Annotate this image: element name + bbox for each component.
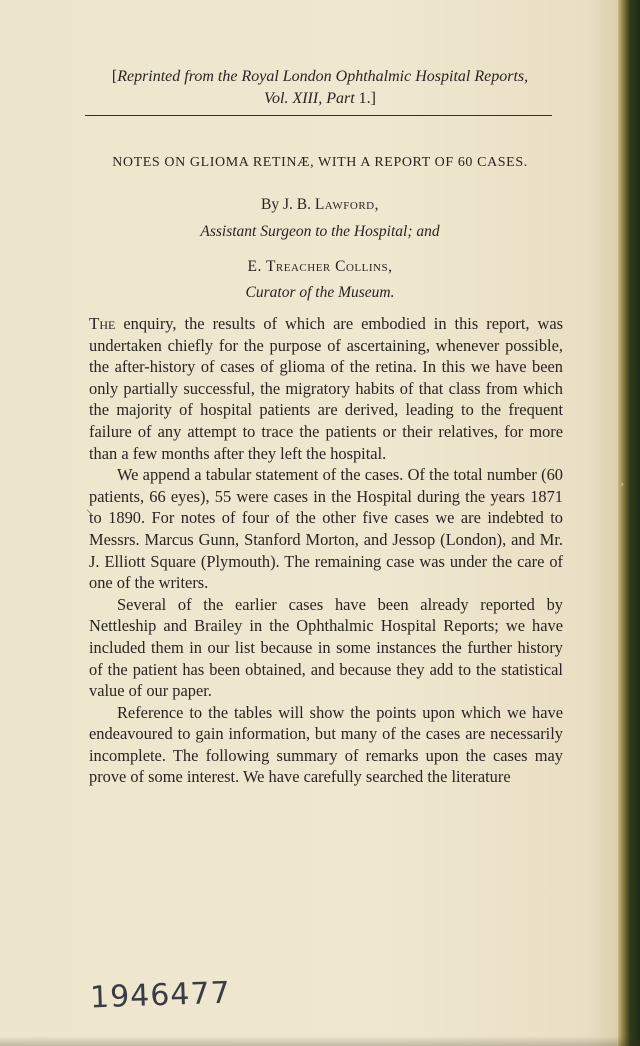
page-bottom-shadow [0, 1036, 640, 1046]
article-body [89, 313, 563, 788]
reprint-header [60, 66, 580, 110]
paragraph-3: Several of the earlier cases have been already reported by Nettleship and Brailey in the Ophthalmic Hospital Reports; we have included them in our list because in some instances the further history of the patient has been obtained, and because they add to the statistical value of our paper. [89, 594, 563, 701]
reprint-header-line-1: [Reprinted from the Royal London Ophthalmic Hospital Reports, [111, 68, 529, 85]
author-role-1: Assistant Surgeon to the Hospital; and [200, 223, 440, 240]
margin-tick-mark: ⸜ [86, 502, 93, 516]
paragraph-4: Reference to the tables will show the points upon which we have endeavoured to gain information, but many of the cases are necessarily incomplete. The following summary of remarks upon the cases may prove of some interest. We have carefully searched the literature [89, 702, 563, 787]
author-line-1: By J. B. Lawford, [261, 196, 379, 213]
edge-tick-mark: › [620, 476, 624, 490]
book-edge-shadow [618, 0, 640, 1046]
author-line-2: E. Treacher Collins, [247, 258, 393, 275]
paragraph-1: The enquiry, the results of which are embodied in this report, was undertaken chiefly for the purpose of ascertaining, whenever possible, the after-history of cases of glioma of the retina. In this we have been only partially successful, the migratory habits of that class from which the majority of hospital patients are derived, leading to the frequent failure of any attempt to trace the patients or their relatives, for more than a few months after they left the hospital. [89, 314, 563, 463]
handwritten-accession-number: 1946477 [89, 975, 232, 1016]
author-role-2: Curator of the Museum. [245, 284, 395, 301]
article-title: NOTES ON GLIOMA RETINÆ, WITH A REPORT OF 60 CASES. [112, 155, 528, 170]
paragraph-2: We append a tabular statement of the cases. Of the total number (60 patients, 66 eyes), 55 were cases in the Hospital during the years 1871 to 1890. For notes of four of the other five cases we are indebted to Messrs. Marcus Gunn, Stanford Morton, and Jessop (London), and Mr. J. Elliott Square (Plymouth). The remaining case was under the care of one of the writers. [89, 465, 563, 593]
reprint-header-line-2: Vol. XIII, Part 1.] [264, 90, 376, 107]
header-rule [85, 115, 552, 116]
